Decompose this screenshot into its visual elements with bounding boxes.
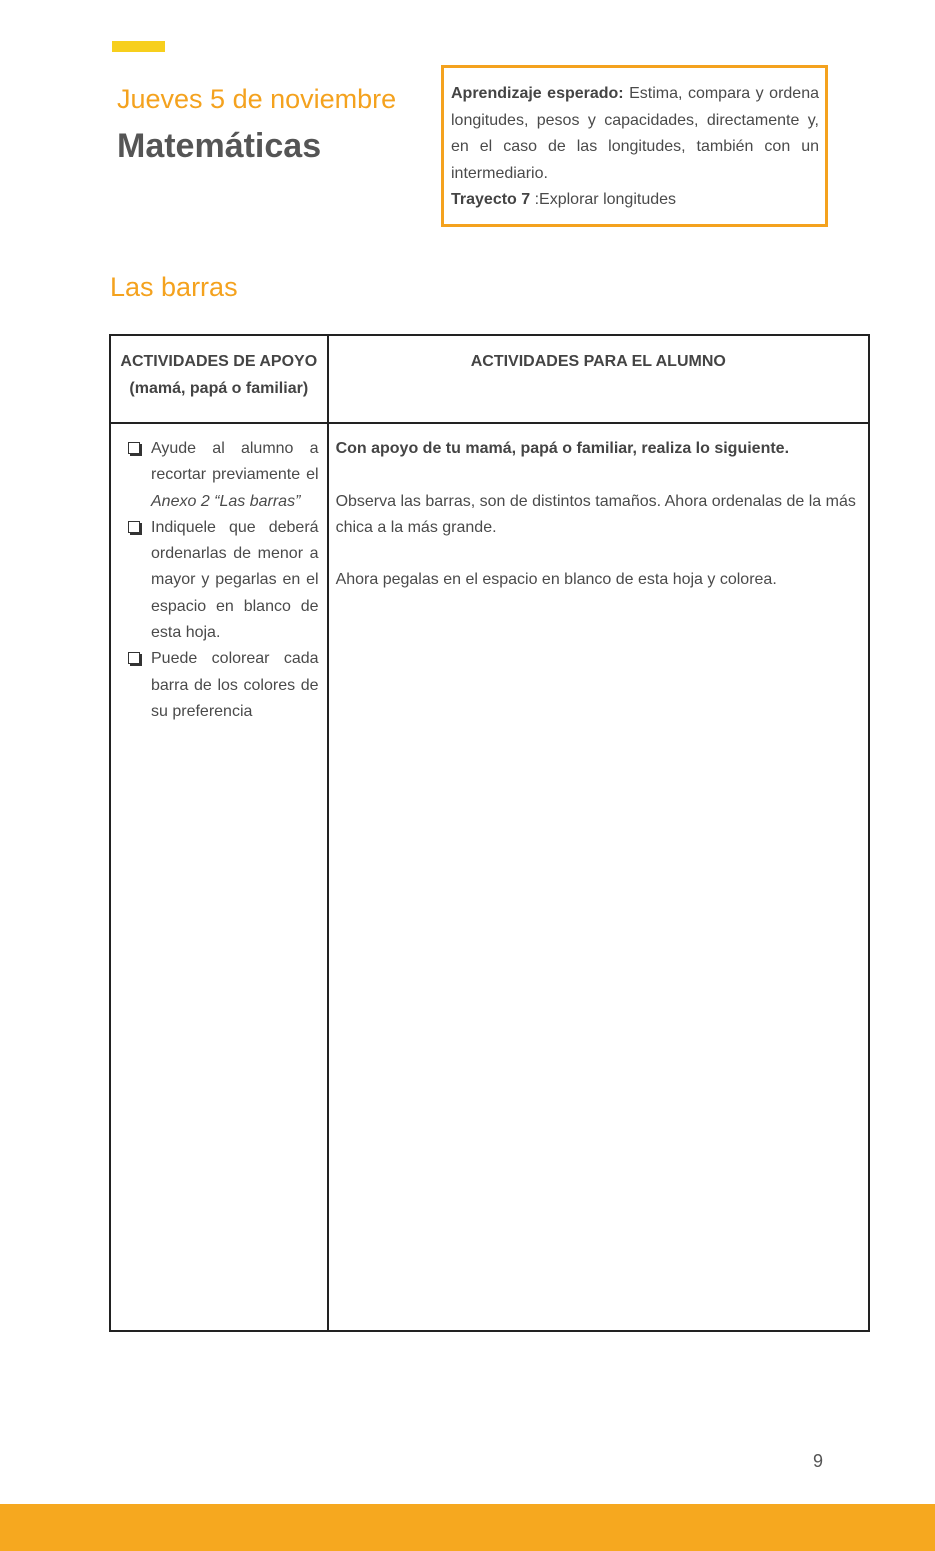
support-item [125,515,319,646]
header-support-line2: (mamá, papá o familiar) [129,380,309,397]
student-instruction-1: Observa las barras, son de distintos tamaños. Ahora ordenalas de la más chica a la más grande. [335,492,856,536]
annex-reference: Anexo 2 “Las barras” [151,492,301,510]
expected-learning-box [441,65,828,227]
expected-learning-label: Aprendizaje esperado: [451,85,624,102]
expected-learning-text [451,81,819,187]
top-accent-bar [112,41,165,52]
student-intro: Con apoyo de tu mamá, papá o familiar, realiza lo siguiente. [335,440,790,457]
trayecto-text: :Explorar longitudes [530,191,677,208]
support-activities-cell [110,423,328,1331]
table-header-row [110,335,869,423]
table-body-row [110,423,869,1331]
trayecto-label: Trayecto 7 [451,191,531,208]
lesson-date: Jueves 5 de noviembre [117,84,397,114]
expected-learning-body: Estima, compara y ordena longitudes, pesos y capacidades, directamente y, en el caso de las longitudes, también con un intermediario. [451,85,819,182]
support-list [125,436,319,725]
trayecto-line [451,187,819,214]
header-student-activities: ACTIVIDADES PARA EL ALUMNO [328,335,869,423]
support-item-text: Puede colorear cada barra de los colores de su preferencia [151,650,319,720]
section-title: Las barras [110,272,238,302]
support-item-text: Ayude al alumno a recortar previamente el [151,440,319,484]
bottom-footer-bar [0,1504,935,1551]
checkbox-icon [128,652,140,664]
checkbox-icon [128,442,140,454]
support-item [125,436,319,515]
student-activities-cell [328,423,869,1331]
checkbox-icon [128,521,140,533]
subject-title: Matemáticas [117,127,322,165]
header-support-activities [110,335,328,423]
header-support-line1: ACTIVIDADES DE APOYO [120,353,318,370]
page-number: 9 [813,1451,824,1471]
student-instruction-2: Ahora pegalas en el espacio en blanco de esta hoja y colorea. [335,571,777,589]
support-item [125,646,319,725]
activities-table [109,334,870,1332]
support-item-text: Indiquele que deberá ordenarlas de menor a mayor y pegarlas en el espacio en blanco de esta hoja. [151,518,319,642]
